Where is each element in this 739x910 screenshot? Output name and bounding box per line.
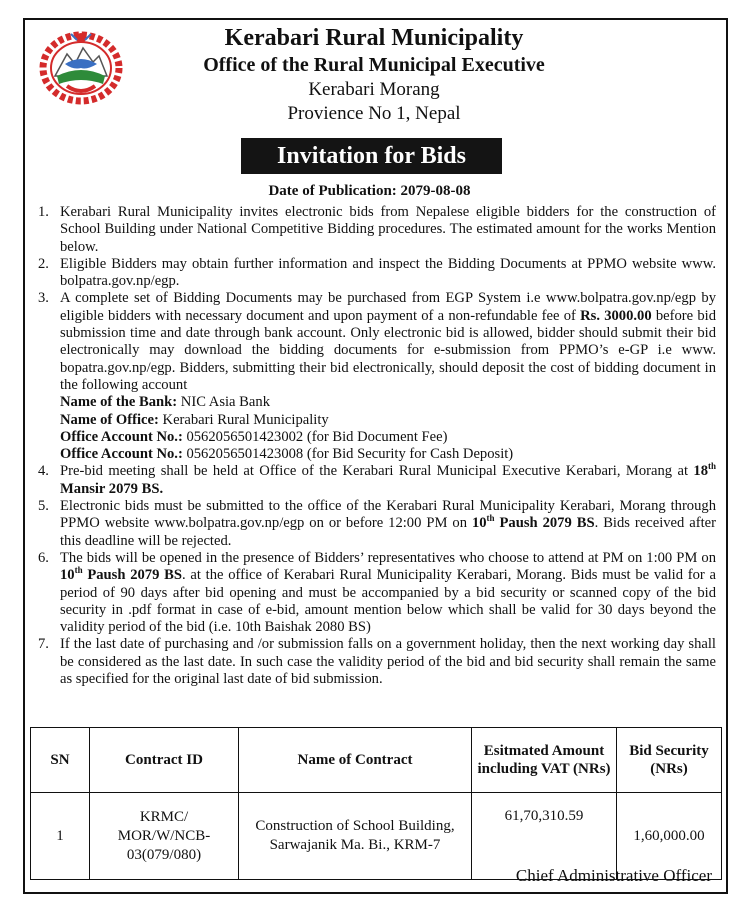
clause-text bbox=[60, 290, 716, 394]
clause-5-text-b: . Bids received after this deadline will be rejected. bbox=[60, 515, 717, 549]
contract-table bbox=[30, 727, 722, 880]
publication-date: Date of Publication: 2079-08-08 bbox=[268, 183, 471, 199]
cell-contract-name: Construction of School Building, Sarwajanik Ma. Bi., KRM-7 bbox=[239, 793, 472, 880]
header-contract-id: Contract ID bbox=[90, 728, 239, 793]
account-2-line bbox=[38, 446, 716, 463]
clause-text: Kerabari Rural Municipality invites electronic bids from Nepalese eligible bidders for the construction of School Building under National Competitive Bidding procedures. The estimated amount for the works Mention below. bbox=[60, 204, 716, 255]
header-sn: SN bbox=[31, 728, 90, 793]
submission-month: Paush 2079 BS bbox=[494, 515, 595, 532]
bank-label: Name of the Bank: bbox=[60, 394, 178, 411]
clause-number: 6. bbox=[38, 549, 49, 566]
clause-6 bbox=[38, 550, 716, 636]
submission-day: 10 bbox=[471, 515, 487, 532]
notice-title: Invitation for Bids bbox=[241, 138, 502, 174]
clause-3-text-b: before bid submission time and date through bank account. Only electronic bid is allowed, bidder should submit their bid electronically may download the bidding documents for e-submission from PPMO’s e-GP i.e www. bopatra.gov.np/egp. Bidders, submitting their bid electronically, should deposit the cost of bidding document in the following account bbox=[60, 307, 717, 393]
submission-day-suffix: th bbox=[486, 513, 495, 524]
clause-6-text-b: . at the office of Kerabari Rural Municipality Kerabari, Morang. Bids must be valid for a period of 90 days after bid opening and must be accompanied by a bid security or scanned copy of the bid security in .pdf format in case of e-bid, amount mention below which shall be valid for 30 days beyond the validity period of the bid (i.e. 10th Baishak 2080 BS) bbox=[60, 567, 717, 636]
clause-number: 3. bbox=[38, 290, 49, 307]
clause-number: 1. bbox=[38, 204, 49, 220]
account-1-value: 0562056501423002 (for Bid Document Fee) bbox=[182, 428, 448, 445]
clause-number: 4. bbox=[38, 463, 49, 480]
account-2-value: 0562056501423008 (for Bid Security for Cash Deposit) bbox=[182, 446, 514, 463]
clause-3-text-a: A complete set of Bidding Documents may be purchased from EGP System i.e www.bolpatra.gov.np/egp by eligible bidders with necessary document and upon payment of a non-refundable fee of bbox=[60, 290, 716, 324]
clause-number: 2. bbox=[38, 255, 49, 272]
office-value: Kerabari Rural Municipality bbox=[158, 411, 329, 428]
cell-bid-security: 1,60,000.00 bbox=[617, 793, 722, 880]
cell-contract-id: KRMC/ MOR/W/NCB- 03(079/080) bbox=[90, 793, 239, 880]
prebid-month: Mansir 2079 BS. bbox=[60, 480, 164, 497]
opening-day-suffix: th bbox=[74, 565, 83, 576]
submission-date bbox=[472, 515, 595, 531]
location: Kerabari Morang bbox=[308, 79, 440, 100]
account-1-label: Office Account No.: bbox=[60, 428, 183, 445]
clause-text: If the last date of purchasing and /or submission falls on a government holiday, then the next working day shall be considered as the last date. In such case the validity period of the bid and bid security shall remain the same as specified for the original last date of bid submission. bbox=[60, 636, 716, 688]
clause-5 bbox=[38, 498, 716, 550]
signatory: Chief Administrative Officer bbox=[515, 866, 712, 885]
header-contract-name: Name of Contract bbox=[239, 728, 472, 793]
province: Provience No 1, Nepal bbox=[287, 103, 461, 124]
opening-date bbox=[60, 567, 182, 583]
clause-5-text-a: Electronic bids must be submitted to the office of the Kerabari Rural Municipality Kerabari, Morang through PPMO website www.bolpatra.gov.np/egp on or before 12:00 PM on bbox=[60, 498, 716, 532]
cell-estimated-amount: 61,70,310.59 bbox=[472, 793, 617, 880]
office-label: Name of Office: bbox=[60, 411, 159, 428]
bank-name-line bbox=[38, 394, 716, 411]
document-fee: Rs. 3000.00 bbox=[580, 307, 652, 324]
clause-text bbox=[60, 463, 716, 498]
account-2-label: Office Account No.: bbox=[60, 446, 183, 463]
notice-body bbox=[38, 204, 716, 688]
org-name: Kerabari Rural Municipality bbox=[224, 25, 524, 51]
bank-value: NIC Asia Bank bbox=[177, 394, 270, 411]
clause-7 bbox=[38, 636, 716, 688]
office-name-line bbox=[38, 412, 716, 429]
clause-text bbox=[60, 498, 716, 550]
prebid-day-suffix: th bbox=[707, 461, 716, 472]
clause-4 bbox=[38, 463, 716, 498]
clause-1 bbox=[38, 204, 716, 256]
clause-6-text-a: The bids will be opened in the presence of Bidders’ representatives who choose to attend at PM on 1:00 PM on bbox=[60, 549, 716, 566]
clause-text bbox=[60, 550, 716, 636]
clause-number: 5. bbox=[38, 498, 49, 515]
opening-day: 10 bbox=[60, 567, 75, 584]
clause-4-text: Pre-bid meeting shall be held at Office of the Kerabari Rural Municipal Executive Kerabari, Morang at bbox=[60, 463, 694, 480]
office-name: Office of the Rural Municipal Executive bbox=[203, 54, 545, 76]
account-1-line bbox=[38, 429, 716, 446]
cell-sn: 1 bbox=[31, 793, 90, 880]
header-estimated-amount: Esitmated Amount including VAT (NRs) bbox=[472, 728, 617, 793]
header bbox=[120, 24, 628, 126]
clause-2 bbox=[38, 256, 716, 291]
nepal-emblem-icon bbox=[37, 24, 125, 106]
header-bid-security: Bid Security (NRs) bbox=[617, 728, 722, 793]
prebid-day: 18 bbox=[693, 463, 708, 480]
opening-month: Paush 2079 BS bbox=[82, 567, 182, 584]
clause-number: 7. bbox=[38, 636, 49, 653]
clause-text: Eligible Bidders may obtain further information and inspect the Bidding Documents at PPMO website www. bolpatra.gov.np/egp. bbox=[60, 255, 716, 290]
table-header-row bbox=[31, 728, 722, 793]
clause-3 bbox=[38, 290, 716, 394]
